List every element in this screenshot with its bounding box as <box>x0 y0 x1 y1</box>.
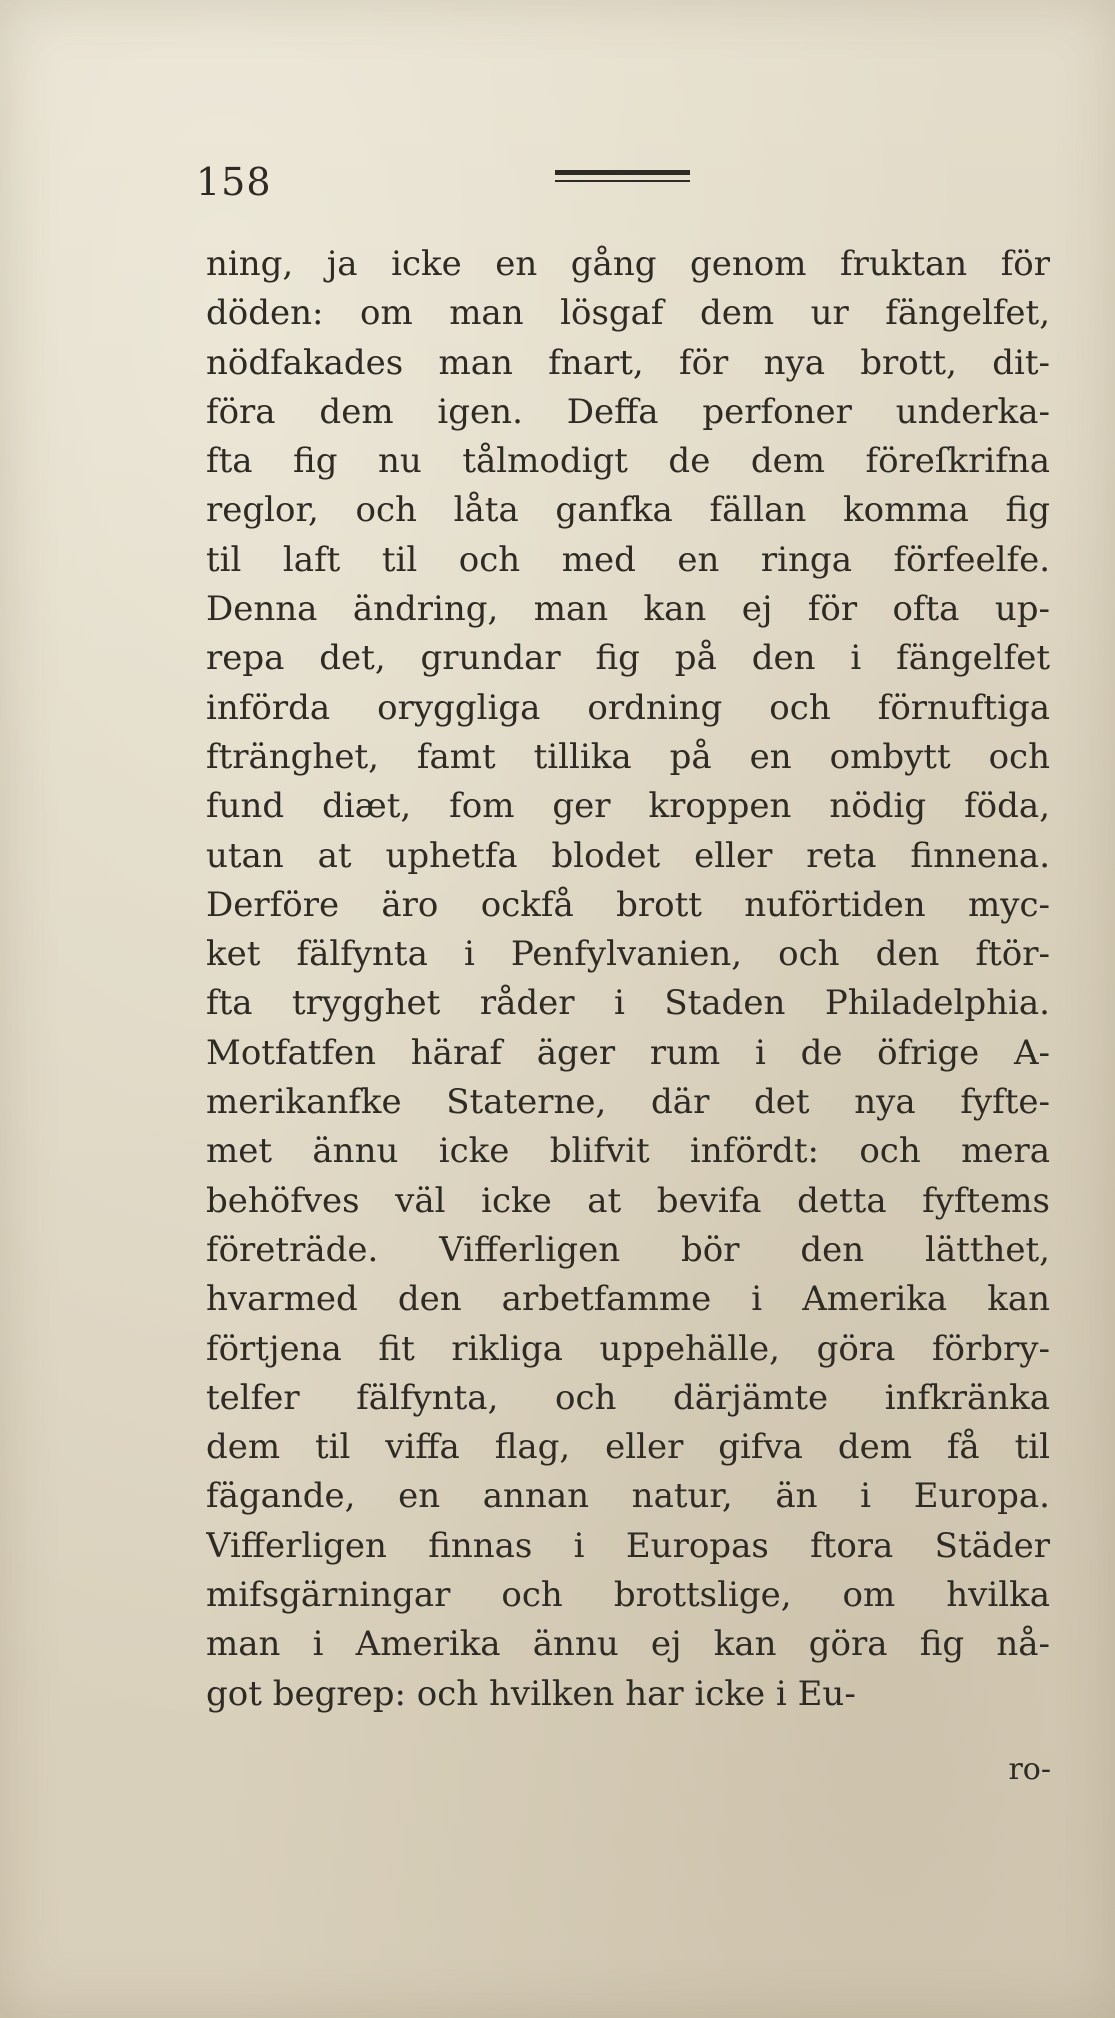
catchword: ro- <box>1008 1752 1051 1787</box>
text-line: ftränghet, famt tillika på en ombytt och <box>206 736 1050 777</box>
text-line: met ännu icke blifvit infördt: och mera <box>206 1131 1050 1172</box>
text-line: repa det, grundar fig på den i fängelfet <box>206 638 1050 679</box>
text-line: införda oryggliga ordning och förnuftiga <box>206 687 1050 728</box>
text-line: döden: om man lösgaf dem ur fängelfet, <box>206 293 1050 334</box>
text-line: utan at uphetfa blodet eller reta finnena. <box>206 835 1050 876</box>
text-line: til laft til och med en ringa förfeelfe. <box>206 539 1050 580</box>
text-line: företräde. Vifferligen bör den lätthet, <box>206 1229 1050 1270</box>
text-line: reglor, och låta ganfka fällan komma fig <box>206 490 1050 531</box>
text-line: nödfakades man fnart, för nya brott, dit- <box>206 342 1050 383</box>
body-text <box>206 240 1050 1719</box>
text-line: ning, ja icke en gång genom fruktan för <box>206 244 1050 284</box>
text-line: hvarmed den arbetfamme i Amerika kan <box>206 1279 1050 1320</box>
text-line: mifsgärningar och brottslige, om hvilka <box>206 1575 1050 1616</box>
text-line: telfer fälfynta, och därjämte infkränka <box>206 1377 1050 1418</box>
text-line: merikanfke Staterne, där det nya fyfte- <box>206 1082 1050 1123</box>
text-line: fta trygghet råder i Staden Philadelphia. <box>206 983 1050 1024</box>
text-line: fägande, en annan natur, än i Europa. <box>206 1476 1050 1517</box>
text-line: ket fälfynta i Penfylvanien, och den ftör- <box>206 934 1050 975</box>
text-line: got begrep: och hvilken har icke i Eu- <box>206 1673 856 1714</box>
text-line: fund diæt, fom ger kroppen nödig föda, <box>206 786 1050 827</box>
text-line: Derföre äro ockfå brott nuförtiden myc- <box>206 884 1050 925</box>
text-line: förtjena fit rikliga uppehälle, göra förbry- <box>206 1328 1050 1369</box>
text-line: behöfves väl icke at bevifa detta fyftems <box>206 1180 1050 1221</box>
text-line: Motfatfen häraf äger rum i de öfrige A- <box>206 1032 1050 1073</box>
text-line: dem til viffa flag, eller gifva dem få til <box>206 1427 1050 1468</box>
page-number: 158 <box>196 160 272 204</box>
text-line: fta fig nu tålmodigt de dem föreſkrifna <box>206 441 1050 482</box>
text-line: man i Amerika ännu ej kan göra fig nå- <box>206 1624 1050 1665</box>
text-line: föra dem igen. Deffa perfoner underka- <box>206 391 1050 432</box>
text-line: Denna ändring, man kan ej för ofta up- <box>206 589 1050 630</box>
text-line: Vifferligen finnas i Europas ftora Städer <box>206 1525 1050 1566</box>
header-rule-ornament <box>555 170 690 186</box>
